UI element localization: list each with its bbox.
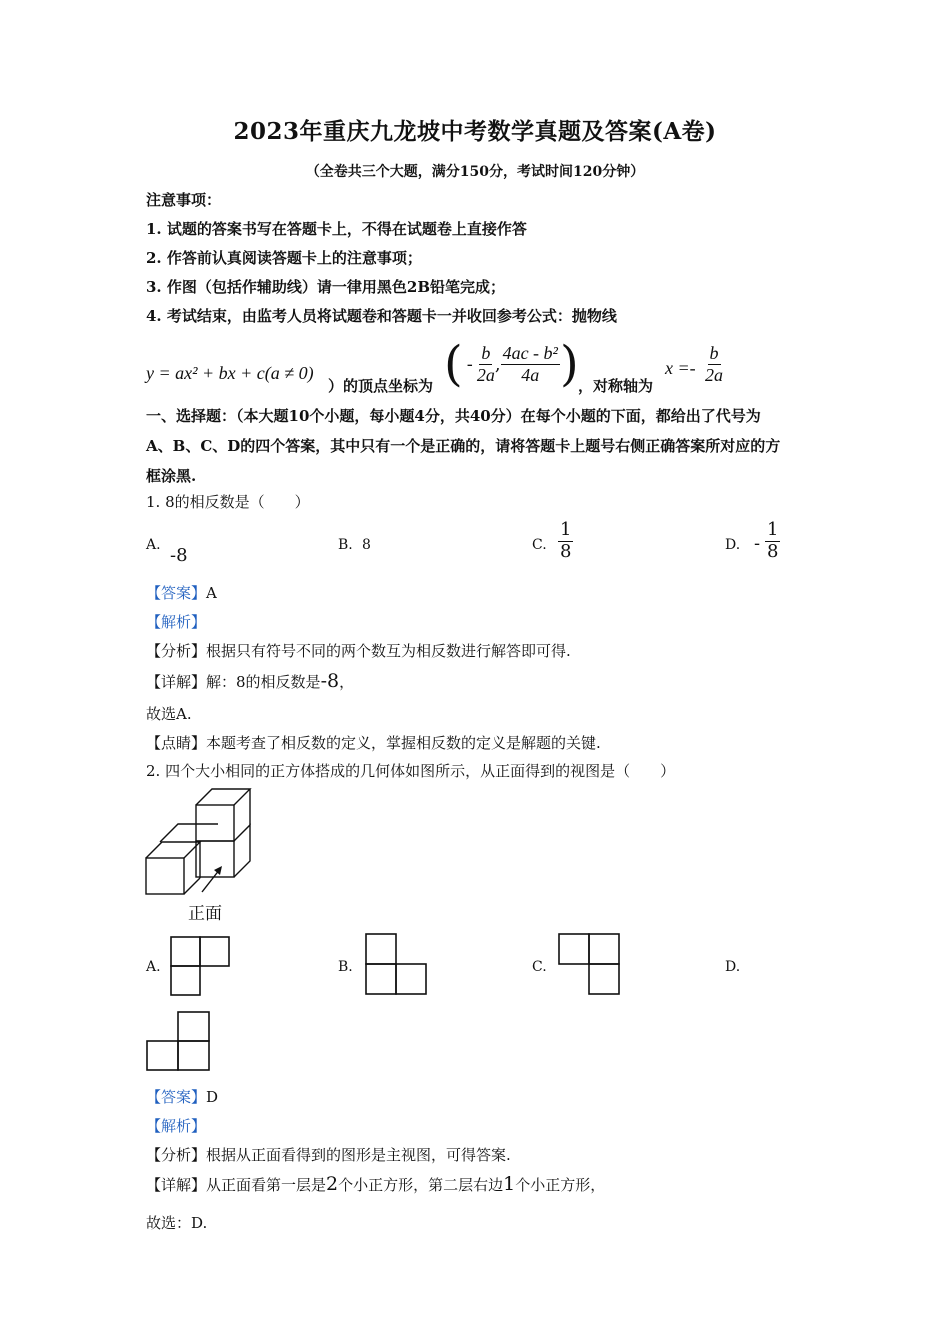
q1-option-d-fraction	[765, 520, 780, 562]
q1-option-a-value: -8	[170, 545, 188, 566]
q2-xiangjie-tag: 【详解】	[146, 1176, 207, 1194]
q2-conclusion: 故选：D.	[146, 1214, 208, 1232]
q1-dianjing-line	[146, 732, 601, 753]
bottom-right-cube-side	[234, 825, 250, 877]
notes-heading: 注意事项：	[146, 191, 222, 209]
vertex-y-fraction	[501, 343, 560, 385]
q2-answer-tag: 【答案】	[146, 1088, 207, 1106]
q2-xiangjie-line	[146, 1173, 605, 1195]
q2-option-d-figure	[145, 1011, 211, 1073]
vertex-y-num: 4ac - b²	[502, 342, 558, 363]
q1-option-d-label: D.	[725, 537, 741, 553]
q1-option-a-label: A.	[146, 537, 161, 553]
vertex-coordinate	[444, 336, 579, 392]
q2-fenxi: 根据从正面看得到的图形是主视图，可得答案.	[206, 1146, 511, 1164]
q2-option-a-figure	[170, 936, 232, 998]
q1-option-d-sign: -	[754, 533, 761, 554]
q2-fenxi-line	[146, 1144, 511, 1165]
axis-den: 2a	[705, 364, 723, 385]
q1-xiangjie-end: ，	[339, 673, 355, 691]
vertex-x-den: 2a	[476, 364, 495, 385]
top-right-cube-face	[196, 805, 234, 841]
notes-item-4: 4. 考试结束，由监考人员将试题卷和答题卡一并收回参考公式：抛物线	[146, 307, 617, 325]
axis-lhs: x =-	[665, 358, 696, 378]
notes-item-1: 1. 试题的答案书写在答题卡上，不得在试题卷上直接作答	[146, 220, 527, 238]
vertex-text: ）的顶点坐标为	[328, 377, 434, 395]
q2-xiangjie-n1: 2	[326, 1173, 339, 1195]
q1-fenxi-line	[146, 640, 571, 661]
q1-answer: A	[206, 584, 217, 602]
bottom-right-cube-face	[196, 841, 234, 877]
q1-fenxi-tag: 【分析】	[146, 642, 207, 660]
q1-answer-tag: 【答案】	[146, 584, 207, 602]
q2-option-b-figure	[365, 933, 429, 997]
vertex-x-fraction	[477, 343, 495, 385]
q2-option-a-label: A.	[146, 959, 161, 975]
q1-option-b-value: 8	[362, 537, 371, 553]
comma: ,	[494, 353, 501, 375]
q2-xiangjie-c: 个小正方形，	[515, 1176, 606, 1194]
section1-line2: A、B、C、D的四个答案，其中只有一个是正确的，请将答题卡上题号右侧正确答案所对应的方	[146, 437, 781, 455]
q2-option-c-figure	[558, 933, 622, 997]
notes-item-3: 3. 作图（包括作辅助线）请一律用黑色2B铅笔完成；	[146, 278, 505, 296]
q2-answer-line	[146, 1086, 218, 1107]
q1-dianjing-tag: 【点睛】	[146, 734, 207, 752]
q1-stem: 1. 8的相反数是（ ）	[146, 493, 310, 511]
q2-analysis-tag: 【解析】	[146, 1117, 207, 1135]
vertex-y-den: 4a	[521, 364, 540, 385]
page-title: 2023年重庆九龙坡中考数学真题及答案(A卷)	[233, 118, 717, 145]
q1-option-b-label: B.	[338, 537, 353, 553]
notes-item-2: 2. 作答前认真阅读答题卡上的注意事项；	[146, 249, 422, 267]
q1-conclusion: 故选A.	[146, 705, 192, 723]
q1-dianjing: 本题考查了相反数的定义，掌握相反数的定义是解题的关键.	[206, 734, 601, 752]
q1-xiangjie-line	[146, 670, 354, 692]
minus-sign: -	[466, 353, 473, 375]
left-paren: (	[444, 336, 463, 392]
q1-answer-line	[146, 582, 217, 603]
q1-xiangjie: 解：8的相反数是	[206, 673, 321, 691]
q1-xiangjie-value: -8	[320, 670, 340, 692]
back-cube-edge	[160, 824, 218, 842]
q2-xiangjie-n2: 1	[503, 1173, 516, 1195]
top-right-cube-top	[196, 789, 250, 805]
axis-text: ，对称轴为	[578, 377, 654, 395]
q1-option-c-fraction	[558, 520, 573, 562]
section1-line3: 框涂黑.	[146, 467, 197, 485]
q2-option-d-label: D.	[725, 959, 741, 975]
q1-analysis-tag: 【解析】	[146, 613, 207, 631]
vertex-x-num: b	[481, 342, 491, 363]
q2-xiangjie-a: 从正面看第一层是	[206, 1176, 327, 1194]
q2-fenxi-tag: 【分析】	[146, 1146, 207, 1164]
page-subtitle: （全卷共三个大题，满分150分，考试时间120分钟）	[305, 164, 645, 180]
q1-xiangjie-tag: 【详解】	[146, 673, 207, 691]
axis-fraction	[705, 343, 723, 385]
q1-fenxi: 根据只有符号不同的两个数互为相反数进行解答即可得.	[206, 642, 571, 660]
q1-option-c-num: 1	[560, 519, 572, 540]
q2-answer: D	[206, 1088, 219, 1106]
q2-xiangjie-b: 个小正方形，第二层右边	[338, 1176, 504, 1194]
q1-option-d-num: 1	[767, 519, 779, 540]
front-left-cube-face	[146, 858, 184, 894]
front-left-cube-top	[146, 842, 200, 858]
q2-stem: 2. 四个大小相同的正方体搭成的几何体如图所示，从正面得到的视图是（ ）	[146, 762, 676, 780]
left-block-bottom-edge	[184, 878, 200, 894]
axis-num: b	[709, 343, 719, 363]
q1-option-d-den: 8	[767, 540, 779, 562]
q2-option-c-label: C.	[532, 959, 547, 975]
q2-figure-label: 正面	[188, 904, 222, 924]
parabola-formula: y = ax² + bx + c(a ≠ 0)	[146, 363, 314, 383]
section1-line1: 一、选择题：（本大题10个小题，每小题4分，共40分）在每个小题的下面，都给出了代号为	[146, 407, 761, 425]
q1-option-c-label: C.	[532, 537, 547, 553]
view-arrow-head	[214, 866, 222, 875]
right-paren: )	[559, 336, 579, 392]
q1-option-c-den: 8	[560, 540, 572, 562]
q2-option-b-label: B.	[338, 959, 353, 975]
